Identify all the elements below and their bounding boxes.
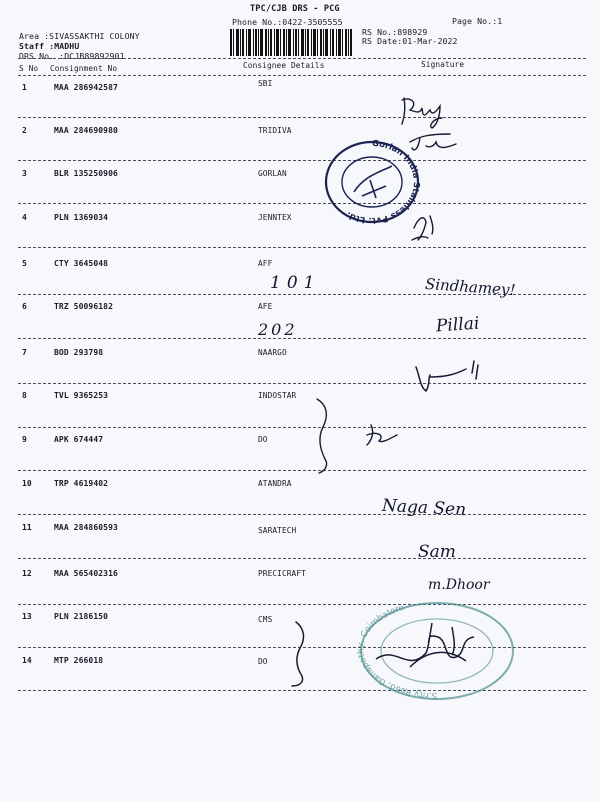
row-consignment: MAA 284860593 bbox=[54, 523, 118, 532]
table-row bbox=[0, 479, 600, 522]
row-consignee: DO bbox=[258, 657, 268, 666]
row-consignee: AFE bbox=[258, 302, 273, 311]
row-sno: 7 bbox=[22, 348, 27, 357]
table-row bbox=[0, 169, 600, 212]
column-divider bbox=[18, 75, 586, 76]
row-consignment: BOD 293798 bbox=[54, 348, 104, 357]
row-consignee: NAARGO bbox=[258, 348, 287, 357]
col-consignee: Consignee Details bbox=[243, 61, 325, 70]
rs-number: RS No.:898929 bbox=[362, 27, 428, 37]
row-sno: 13 bbox=[22, 612, 32, 621]
row-sno: 4 bbox=[22, 213, 27, 222]
row-consignment: PLN 1369034 bbox=[54, 213, 109, 222]
area-field: Area :SIVASSAKTHI COLONY bbox=[19, 31, 140, 41]
row-consignee: PRECICRAFT bbox=[258, 569, 306, 578]
table-row bbox=[0, 302, 600, 345]
barcode bbox=[229, 29, 353, 56]
row-sno: 3 bbox=[22, 169, 27, 178]
row-divider bbox=[18, 427, 586, 428]
row-consignee: SBI bbox=[258, 79, 273, 88]
row-consignment: TVL 9365253 bbox=[54, 391, 109, 400]
signature-row-12: m.Dhoor bbox=[428, 577, 490, 593]
col-signature: Signature bbox=[421, 60, 465, 69]
row-consignee: TRIDIVA bbox=[258, 126, 292, 135]
row-consignee: JENNTEX bbox=[258, 213, 292, 222]
row-divider bbox=[18, 383, 586, 384]
row-divider bbox=[18, 470, 586, 471]
row-consignment: MTP 266018 bbox=[54, 656, 104, 665]
row-sno: 10 bbox=[22, 479, 32, 488]
page-number: Page No.:1 bbox=[452, 16, 503, 26]
signature-row-10: Naga Sen bbox=[381, 495, 467, 521]
row-divider bbox=[18, 338, 586, 339]
row-divider bbox=[18, 117, 586, 118]
table-row bbox=[0, 126, 600, 169]
signature-row-5: Sindhamey! bbox=[424, 274, 517, 300]
row-divider bbox=[18, 160, 586, 161]
row-sno: 12 bbox=[22, 569, 32, 578]
table-row bbox=[0, 391, 600, 434]
signature-row-11: Sam bbox=[418, 542, 456, 562]
row-divider bbox=[18, 203, 586, 204]
signature-scribble-row-7 bbox=[410, 355, 490, 395]
company-seal-top bbox=[316, 134, 428, 232]
row-divider bbox=[18, 558, 586, 559]
row-consignee: CMS bbox=[258, 615, 273, 624]
rs-date: RS Date:01-Mar-2022 bbox=[362, 36, 458, 46]
row-sno: 11 bbox=[22, 523, 32, 532]
company-seal-bottom bbox=[356, 597, 518, 705]
row-sno: 6 bbox=[22, 302, 27, 311]
row-consignee: INDOSTAR bbox=[258, 391, 297, 400]
row-consignee: ATANDRA bbox=[258, 479, 292, 488]
row-sno: 8 bbox=[22, 391, 27, 400]
signature-scribble-row-13 bbox=[282, 618, 322, 688]
handwritten-room-6: 202 bbox=[258, 320, 298, 339]
svg-text:S.rity Road, Ganapathy, Coimba bbox=[356, 603, 437, 700]
row-consignment: MAA 565402316 bbox=[54, 569, 118, 578]
table-row bbox=[0, 213, 600, 256]
table-row bbox=[0, 435, 600, 478]
row-divider bbox=[18, 514, 586, 515]
sheet-title: TPC/CJB DRS - PCG bbox=[250, 4, 340, 14]
table-row bbox=[0, 79, 600, 126]
row-consignment: BLR 135250906 bbox=[54, 169, 118, 178]
seal-text-bottom: S.rity Road, Ganapathy, Coimbatore bbox=[356, 602, 438, 701]
staff-field: Staff :MADHU bbox=[19, 41, 80, 51]
seal-text: Gorlan India Stainless Pvt. Ltd. bbox=[344, 137, 423, 227]
row-sno: 14 bbox=[22, 656, 32, 665]
row-sno: 1 bbox=[22, 83, 27, 92]
row-consignment: MAA 284690980 bbox=[54, 126, 118, 135]
signature-scribble-row-8-9 bbox=[305, 395, 405, 475]
row-consignment: CTY 3645048 bbox=[54, 259, 109, 268]
svg-text:Gorlan India Stainless Pvt. Lt bbox=[344, 138, 422, 226]
row-consignment: PLN 2186150 bbox=[54, 612, 109, 621]
row-sno: 2 bbox=[22, 126, 27, 135]
row-divider bbox=[18, 247, 586, 248]
row-consignee: AFF bbox=[258, 259, 273, 268]
signature-row-6: Pillai bbox=[435, 313, 480, 337]
row-consignment: TRZ 50096182 bbox=[54, 302, 113, 311]
col-consignment: Consignment No bbox=[50, 64, 118, 73]
row-consignee: SARATECH bbox=[258, 526, 297, 535]
row-consignment: APK 674447 bbox=[54, 435, 104, 444]
row-consignment: MAA 286942587 bbox=[54, 83, 118, 92]
row-consignee: GORLAN bbox=[258, 169, 287, 178]
table-row bbox=[0, 523, 600, 566]
header-divider bbox=[18, 58, 586, 59]
row-sno: 5 bbox=[22, 259, 27, 268]
row-sno: 9 bbox=[22, 435, 27, 444]
drs-number: DRS No. :DCJB89892901 bbox=[19, 51, 125, 61]
col-sno: S No bbox=[19, 64, 39, 73]
row-consignee: DO bbox=[258, 435, 268, 444]
table-row bbox=[0, 348, 600, 391]
handwritten-room-5: 101 bbox=[270, 273, 321, 293]
phone-number: Phone No.:0422-3505555 bbox=[232, 17, 343, 27]
row-consignment: TRP 4619402 bbox=[54, 479, 109, 488]
